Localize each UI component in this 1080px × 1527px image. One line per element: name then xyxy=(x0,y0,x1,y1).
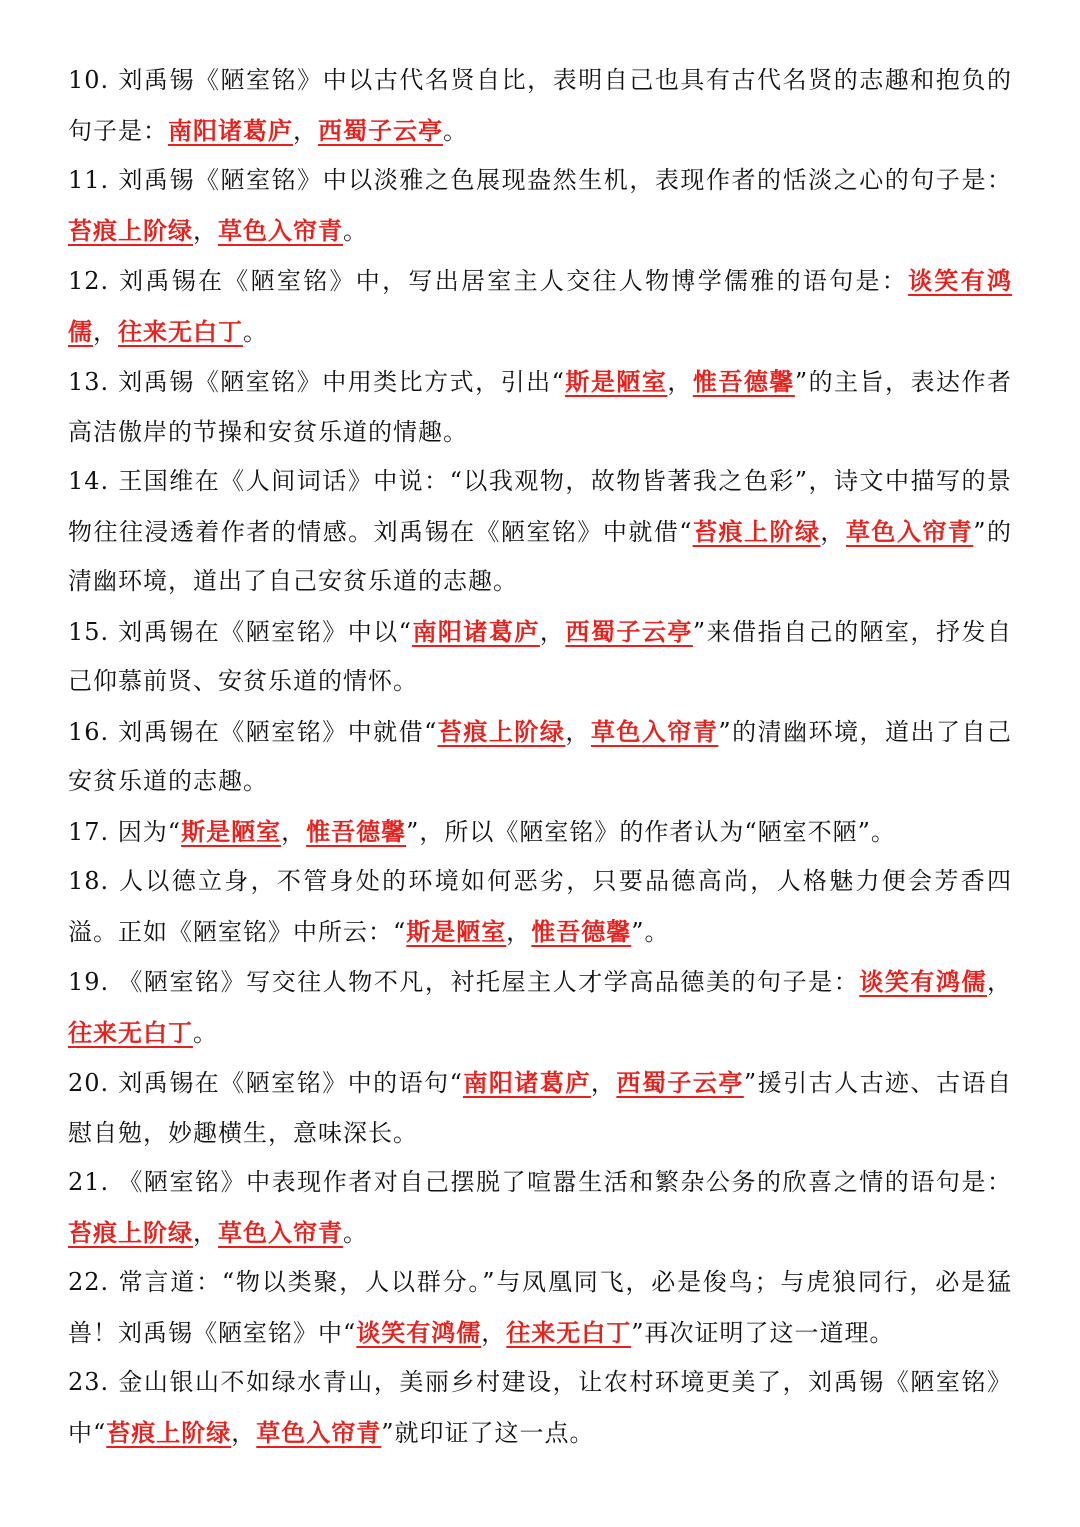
question-item xyxy=(68,357,1012,457)
question-text: ， xyxy=(987,968,1013,996)
answer-text: 草色入帘青 xyxy=(256,1417,382,1447)
question-item xyxy=(68,56,1012,156)
question-text: ”援引古人古迹、古语自慰自勉，妙趣横生，意味深长。 xyxy=(68,1069,1013,1147)
question-item xyxy=(68,156,1012,256)
answer-text: 西蜀子云亭 xyxy=(318,115,443,145)
question-item xyxy=(68,1358,1012,1458)
question-text: 22. 常言道：“物以类聚，人以群分。”与凤凰同飞，必是俊鸟；与虎狼同行，必是猛兽！刘禹锡《陋室铭》中“ xyxy=(68,1268,1012,1347)
question-item xyxy=(68,807,1012,858)
question-text: ”再次证明了这一道理。 xyxy=(631,1318,895,1347)
question-text: 10. 刘禹锡《陋室铭》中以古代名贤自比，表明自己也具有古代名贤的志趣和抱负的句子是： xyxy=(68,66,1012,145)
question-text: ， xyxy=(506,917,532,946)
answer-text: 斯是陋室 xyxy=(406,916,507,946)
answer-text: 苔痕上阶绿 xyxy=(68,215,193,245)
question-text: ”。 xyxy=(631,917,670,946)
question-text: 13. 刘禹锡《陋室铭》中用类比方式，引出“ xyxy=(68,368,565,396)
answer-text: 苔痕上阶绿 xyxy=(437,716,566,746)
question-text: 。 xyxy=(343,216,368,245)
answer-text: 谈笑有鸿儒 xyxy=(356,1317,482,1347)
question-item xyxy=(68,607,1012,707)
answer-text: 斯是陋室 xyxy=(564,367,668,396)
answer-text: 苔痕上阶绿 xyxy=(68,1217,193,1247)
question-item xyxy=(68,1158,1012,1258)
answer-text: 南阳诸葛庐 xyxy=(462,1068,591,1097)
answer-text: 谈笑有鸿儒 xyxy=(68,266,1013,346)
answer-text: 草色入帘青 xyxy=(590,716,719,746)
answer-text: 草色入帘青 xyxy=(218,1217,343,1247)
answer-text: 苔痕上阶绿 xyxy=(106,1417,232,1447)
question-text: 11. 刘禹锡《陋室铭》中以淡雅之色展现盎然生机，表现作者的恬淡之心的句子是： xyxy=(68,166,1012,194)
answer-text: 西蜀子云亭 xyxy=(616,1068,744,1097)
question-text: ”的清幽环境，道出了自己安贫乐道的志趣。 xyxy=(68,517,1013,595)
question-text: 。 xyxy=(443,116,468,145)
question-item xyxy=(68,957,1012,1058)
answer-text: 南阳诸葛庐 xyxy=(411,616,540,646)
question-text: ， xyxy=(539,617,566,646)
question-text: 19. 《陋室铭》写交往人物不凡，衬托屋主人才学高品德美的句子是： xyxy=(68,968,860,996)
answer-text: 往来无白丁 xyxy=(506,1317,632,1347)
answer-text: 草色入帘青 xyxy=(218,215,343,245)
question-text: ”的清幽环境，道出了自己安贫乐道的志趣。 xyxy=(68,717,1013,795)
question-text: 21. 《陋室铭》中表现作者对自己摆脱了喧嚣生活和繁杂公务的欣喜之情的语句是： xyxy=(68,1168,1012,1196)
question-item xyxy=(68,457,1012,607)
question-item xyxy=(68,1058,1012,1158)
question-text: ， xyxy=(93,317,118,346)
question-text: 。 xyxy=(243,317,268,346)
question-item xyxy=(68,256,1012,357)
question-item xyxy=(68,707,1012,807)
question-text: 18. 人以德立身，不管身处的环境如何恶劣，只要品德高尚，人格魅力便会芳香四溢。正如《陋室铭》中所云：“ xyxy=(68,867,1012,946)
question-text: ”，所以《陋室铭》的作者认为“陋室不陋”。 xyxy=(406,817,896,846)
question-item xyxy=(68,1258,1012,1358)
question-text: 12. 刘禹锡在《陋室铭》中，写出居室主人交往人物博学儒雅的语句是： xyxy=(68,267,909,295)
question-text: 。 xyxy=(343,1218,368,1247)
question-text: 20. 刘禹锡在《陋室铭》中的语句“ xyxy=(68,1069,463,1097)
question-text: 17. 因为“ xyxy=(68,817,182,846)
answer-text: 惟吾德馨 xyxy=(306,816,407,846)
question-item xyxy=(68,857,1012,957)
answer-text: 西蜀子云亭 xyxy=(565,616,693,646)
question-text: ， xyxy=(193,216,218,245)
question-text: 15. 刘禹锡在《陋室铭》中以“ xyxy=(68,617,412,646)
answer-text: 南阳诸葛庐 xyxy=(168,115,293,145)
question-text: ， xyxy=(481,1318,507,1347)
answer-text: 惟吾德馨 xyxy=(531,916,632,946)
question-text: ”来借指自己的陋室，抒发自己仰慕前贤、安贫乐道的情怀。 xyxy=(68,617,1013,695)
question-text: 14. 王国维在《人间词话》中说：“以我观物，故物皆著我之色彩”，诗文中描写的景物往往浸透着作者的情感。刘禹锡在《陋室铭》中就借“ xyxy=(68,467,1012,546)
question-text: ， xyxy=(820,517,846,546)
answer-text: 谈笑有鸿儒 xyxy=(859,967,988,996)
question-text: ， xyxy=(193,1218,218,1247)
answer-text: 斯是陋室 xyxy=(181,816,282,846)
question-text: ”就印证了这一点。 xyxy=(381,1418,595,1447)
answer-text: 往来无白丁 xyxy=(118,316,243,346)
answer-text: 草色入帘青 xyxy=(845,516,974,546)
answer-text: 惟吾德馨 xyxy=(692,367,795,396)
answer-text: 往来无白丁 xyxy=(68,1017,193,1047)
question-text: 。 xyxy=(193,1018,218,1047)
question-text: ， xyxy=(565,717,591,746)
question-text: ， xyxy=(281,817,307,846)
question-text: ， xyxy=(667,368,693,396)
answer-text: 苔痕上阶绿 xyxy=(692,516,821,546)
question-text: ”的主旨，表达作者高洁傲岸的节操和安贫乐道的情趣。 xyxy=(68,368,1013,446)
question-text: ， xyxy=(231,1418,257,1447)
question-text: ， xyxy=(293,116,318,145)
question-text: ， xyxy=(590,1069,617,1097)
question-text: 16. 刘禹锡在《陋室铭》中就借“ xyxy=(68,717,438,746)
question-text: 23. 金山银山不如绿水青山，美丽乡村建设，让农村环境更美了，刘禹锡《陋室铭》中“ xyxy=(68,1368,1012,1447)
